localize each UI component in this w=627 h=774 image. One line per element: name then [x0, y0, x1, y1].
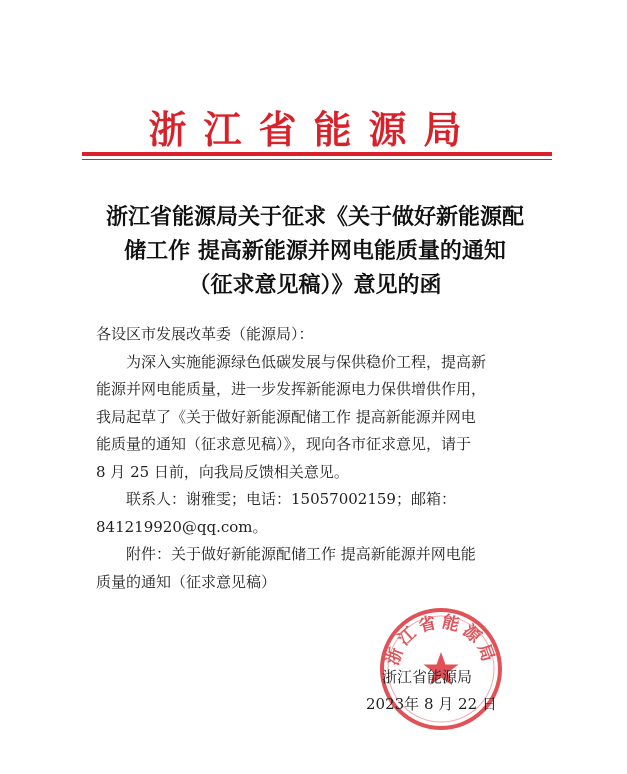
signature-date: 2023年 8 月 22 日 — [366, 695, 497, 713]
contact-line: 841219920@qq.com。 — [96, 517, 268, 536]
paragraph-line: 为深入实施能源绿色低碳发展与保供稳价工程，提高新 — [126, 352, 487, 371]
attachment-line: 附件：关于做好新能源配储工作 提高新能源并网电能 — [126, 545, 476, 563]
letterhead-rule-thin — [82, 159, 552, 160]
document-title-line: 储工作 提高新能源并网电能质量的通知 — [124, 238, 506, 264]
salutation: 各设区市发展改革委（能源局）： — [96, 325, 314, 343]
signature-org: 浙江省能源局 — [382, 668, 473, 686]
paragraph-line: 能源并网电能质量，进一步发挥新能源电力保供增供作用， — [96, 380, 487, 398]
letterhead-title: 浙江省能源局 — [148, 107, 479, 152]
paragraph-line: 8 月 25 日前，向我局反馈相关意见。 — [96, 462, 349, 481]
contact-line: 联系人：谢雅雯；电话：15057002159；邮箱： — [126, 490, 456, 508]
paragraph-line: 我局起草了《关于做好新能源配储工作 提高新能源并网电 — [96, 407, 476, 426]
document-title-line: 浙江省能源局关于征求《关于做好新能源配 — [105, 204, 524, 230]
seal-text: 浙江省能源局 — [382, 612, 500, 669]
paragraph-line: 能质量的通知（征求意见稿）》，现向各市征求意见，请于 — [96, 435, 472, 453]
signature-block — [366, 664, 497, 718]
attachment-line: 质量的通知（征求意见稿） — [96, 572, 277, 591]
document-title-line: （征求意见稿）》意见的函 — [188, 272, 442, 298]
document-title — [100, 200, 530, 302]
letterhead-rule-thick — [82, 152, 552, 156]
document-body — [96, 321, 536, 596]
